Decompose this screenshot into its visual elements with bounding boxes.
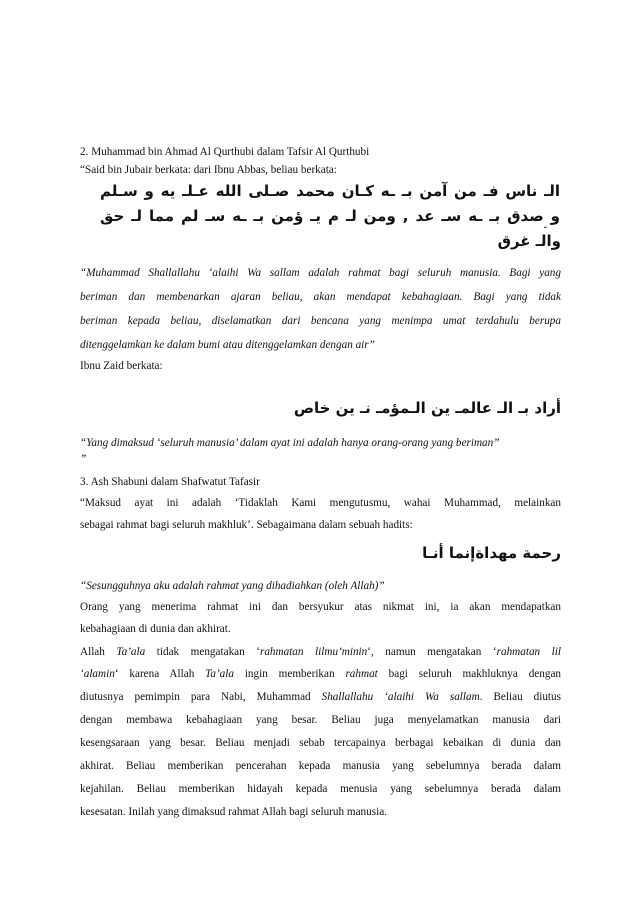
arabic-verse-line-1: الـ ناس فـ من آمن بـ ـه كـان محمد صـلى الله عـلـ يه و سـلم (100, 182, 560, 200)
text-run: ‘, namun mengatakan ‘ (367, 646, 497, 658)
paragraph-line: dengan membawa kebahagiaan yang besar. Beliau juga menyelamatkan manusia dari (80, 714, 561, 726)
jubair-intro: “Said bin Jubair berkata: dari Ibnu Abbas, beliau berkata: (80, 164, 337, 176)
text-run: bagi seluruh makhluknya dengan (377, 668, 561, 680)
text-run-italic: ‘alamin (80, 668, 115, 680)
paragraph-line-mixed (80, 667, 561, 681)
paragraph-line: akhirat. Beliau memberikan pencerahan kepada manusia yang sebelumnya berada dalam (80, 760, 561, 772)
shabuni-quote-line-2: sebagai rahmat bagi seluruh makhluk’. Sebagaimana dalam sebuah hadits: (80, 519, 413, 531)
text-run: tidak mengatakan ‘ (145, 646, 260, 658)
section-3-heading: 3. Ash Shabuni dalam Shafwatut Tafasir (80, 476, 260, 488)
text-run-italic: Ta’ala (205, 668, 234, 680)
translation-line: ditenggelamkan ke dalam bumi atau ditenggelamkan dengan air” (80, 339, 375, 351)
text-run-italic: rahmatan lil (496, 646, 561, 658)
hadith-translation: “Sesungguhnya aku adalah rahmat yang dihadiahkan (oleh Allah)” (80, 580, 385, 592)
ibnu-zaid-label: Ibnu Zaid berkata: (80, 360, 163, 372)
text-run-italic: Shallallahu ‘alaihi Wa sallam (321, 691, 480, 703)
shabuni-quote-line-1: “Maksud ayat ini adalah ‘Tidaklah Kami mengutusmu, wahai Muhammad, melainkan (80, 497, 561, 509)
arabic-verse-line-3: والـ غرق (497, 232, 561, 250)
arabic-hadith: رحمة مهداةإنما أنـا (422, 544, 561, 562)
text-run: diutusnya pemimpin para Nabi, Muhammad (80, 691, 322, 703)
arabic-zaid-quote: أراد بـ الـ عالمـ ين الـمؤمـ نـ ين خاص (293, 399, 561, 417)
zaid-translation: “Yang dimaksud ‘seluruh manusia’ dalam ayat ini adalah hanya orang-orang yang beriman” (80, 437, 500, 449)
translation-line: beriman dan membenarkan ajaran beliau, akan mendapat kebahagiaan. Bagi yang tidak (80, 291, 561, 303)
paragraph-line: Orang yang menerima rahmat ini dan bersyukur atas nikmat ini, ia akan mendapatkan (80, 601, 561, 613)
translation-line: beriman kepada beliau, diselamatkan dari bencana yang menimpa umat terdahulu berupa (80, 315, 561, 327)
arabic-verse-line-2: و صدق بـ ـه سـ عد , ومن لـ م يـ ؤمن بـ ـه سـ لم مما لـ حق (100, 207, 560, 225)
paragraph-line: kesesatan. Inilah yang dimaksud rahmat Allah bagi seluruh manusia. (80, 806, 387, 818)
section-2-heading: 2. Muhammad bin Ahmad Al Qurthubi dalam Tafsir Al Qurthubi (80, 146, 370, 158)
text-run: Allah (80, 646, 117, 658)
paragraph-line-mixed (80, 645, 561, 659)
text-run: ‘ karena Allah (114, 668, 206, 680)
paragraph-line-mixed (80, 690, 561, 704)
paragraph-line: kebahagiaan di dunia dan akhirat. (80, 623, 231, 635)
paragraph-line: kejahilan. Beliau memberikan hidayah kepada menusia yang sebelumnya berada dalam (80, 783, 561, 795)
paragraph-line: kesengsaraan yang besar. Beliau menjadi sebab tercapainya berbagai kebaikan di dunia dan (80, 737, 561, 749)
text-run: . Beliau diutus (479, 691, 561, 703)
text-run-italic: rahmat (345, 668, 378, 680)
text-run-italic: Ta’ala (116, 646, 146, 658)
zaid-translation-closing-quote: ” (80, 453, 87, 465)
translation-line: “Muhammad Shallallahu ‘alaihi Wa sallam adalah rahmat bagi seluruh manusia. Bagi yang (80, 267, 561, 279)
text-run: ingin memberikan (233, 668, 346, 680)
text-run-italic: rahmatan lilmu’minin (259, 646, 368, 658)
